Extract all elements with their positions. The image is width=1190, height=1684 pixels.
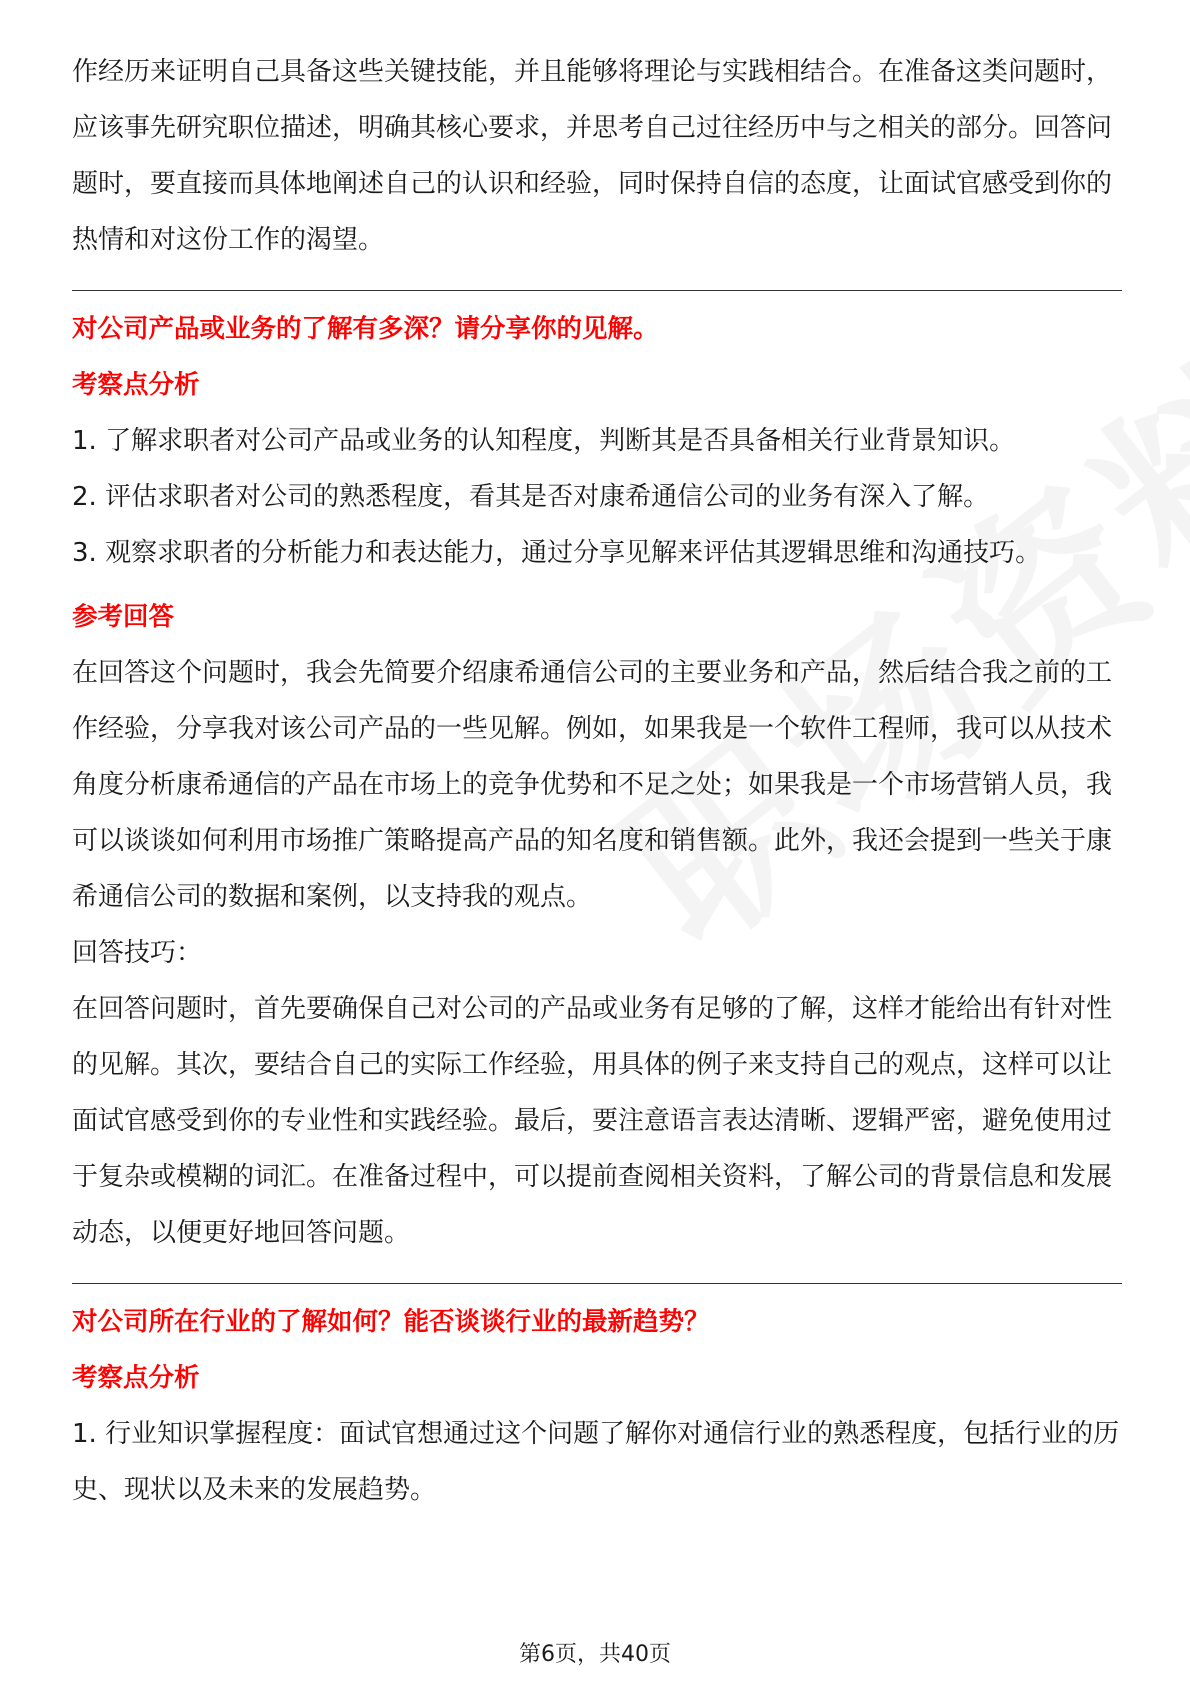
section-divider [72,1283,1122,1284]
question-section-1 [72,301,1122,1261]
analysis-heading: 考察点分析 [72,370,200,400]
question-heading: 对公司产品或业务的了解有多深？请分享你的见解。 [72,314,659,344]
analysis-item: 1. 了解求职者对公司产品或业务的认知程度，判断其是否具备相关行业背景知识。 [72,426,1016,456]
question-section-2 [72,1294,1122,1518]
analysis-item: 1. 行业知识掌握程度：面试官想通过这个问题了解你对通信行业的熟悉程度，包括行业的历史、现状以及未来的发展趋势。 [72,1419,1120,1505]
analysis-item: 3. 观察求职者的分析能力和表达能力，通过分享见解来评估其逻辑思维和沟通技巧。 [72,538,1042,568]
document-page [72,44,1122,1518]
tips-label: 回答技巧： [72,938,203,968]
analysis-heading: 考察点分析 [72,1363,200,1393]
analysis-item: 2. 评估求职者对公司的熟悉程度，看其是否对康希通信公司的业务有深入了解。 [72,482,990,512]
page-number-footer: 第6页，共40页 [519,1642,671,1667]
section-divider [72,290,1122,291]
answer-heading: 参考回答 [72,602,175,632]
answer-text: 在回答这个问题时，我会先简要介绍康希通信公司的主要业务和产品，然后结合我之前的工作经验，分享我对该公司产品的一些见解。例如，如果我是一个软件工程师，我可以从技术角度分析康希通信的产品在市场上的竞争优势和不足之处；如果我是一个市场营销人员，我可以谈谈如何利用市场推广策略提高产品的知名度和销售额。此外，我还会提到一些关于康希通信公司的数据和案例，以支持我的观点。 [72,658,1113,912]
question-heading: 对公司所在行业的了解如何？能否谈谈行业的最新趋势？ [72,1307,710,1337]
intro-paragraph: 作经历来证明自己具备这些关键技能，并且能够将理论与实践相结合。在准备这类问题时，应该事先研究职位描述，明确其核心要求，并思考自己过往经历中与之相关的部分。回答问题时，要直接而具体地阐述自己的认识和经验，同时保持自信的态度，让面试官感受到你的热情和对这份工作的渴望。 [72,57,1113,255]
tips-text: 在回答问题时，首先要确保自己对公司的产品或业务有足够的了解，这样才能给出有针对性的见解。其次，要结合自己的实际工作经验，用具体的例子来支持自己的观点，这样可以让面试官感受到你的专业性和实践经验。最后，要注意语言表达清晰、逻辑严密，避免使用过于复杂或模糊的词汇。在准备过程中，可以提前查阅相关资料，了解公司的背景信息和发展动态，以便更好地回答问题。 [72,994,1113,1248]
